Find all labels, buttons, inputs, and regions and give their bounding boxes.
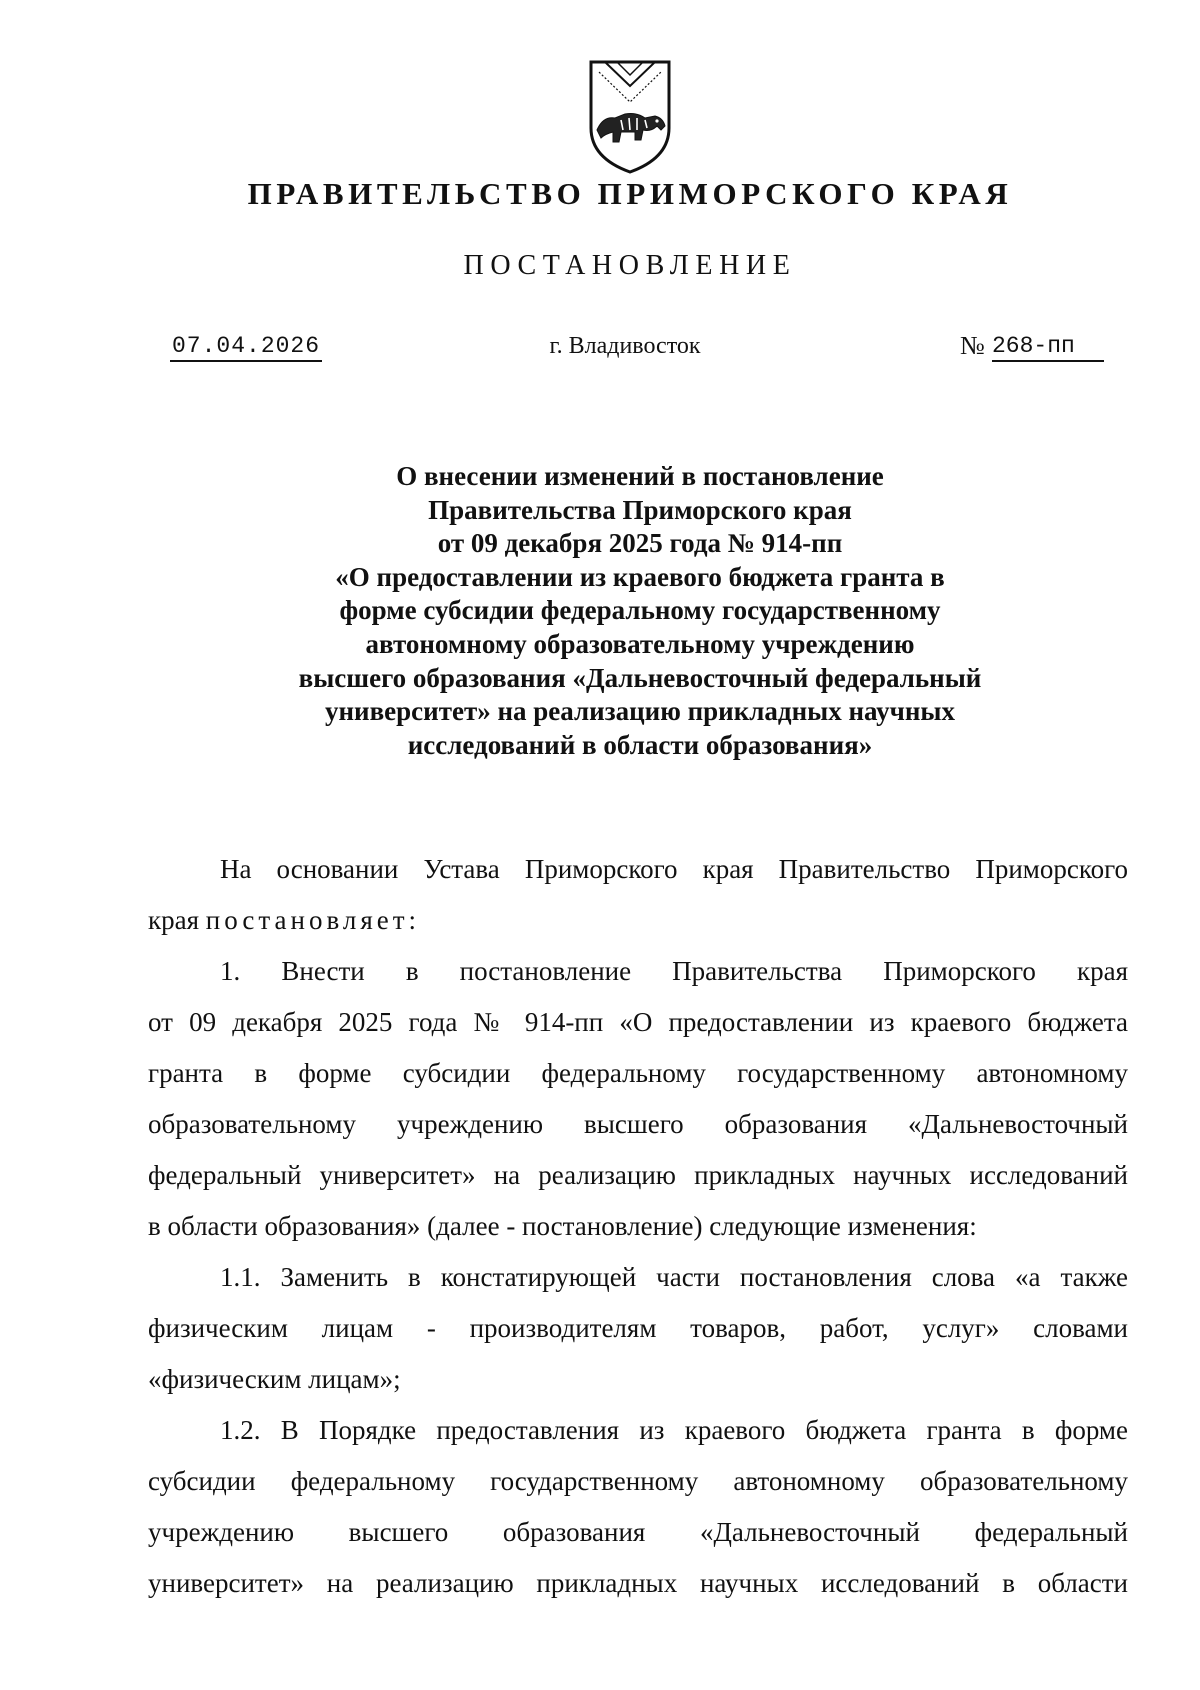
document-body (148, 844, 1128, 1609)
body-line: учреждению высшего образования «Дальневосточный федеральный (148, 1517, 1128, 1547)
body-text: : (408, 905, 417, 935)
body-line: субсидии федеральному государственному автономному образовательному (148, 1466, 1128, 1496)
body-line: от 09 декабря 2025 года № 914-пп «О предоставлении из краевого бюджета (148, 1007, 1128, 1037)
body-line: физическим лицам - производителям товаров, работ, услуг» словами (148, 1313, 1128, 1343)
body-line: гранта в форме субсидии федеральному государственному автономному (148, 1058, 1128, 1088)
heading-line: высшего образования «Дальневосточный федеральный (298, 662, 982, 693)
paragraph-item-1-2 (148, 1405, 1128, 1609)
number-sign: № (960, 331, 985, 360)
heading-line: автономному образовательному учреждению (365, 628, 915, 659)
paragraph-preamble (148, 844, 1128, 946)
body-line: На основании Устава Приморского края Правительство Приморского (220, 854, 1128, 884)
body-line: образовательному учреждению высшего образования «Дальневосточный (148, 1109, 1128, 1139)
body-text: края (148, 905, 206, 935)
heading-line: Правительства Приморского края (428, 494, 852, 525)
body-line: 1.1. Заменить в констатирующей части постановления слова «а также (220, 1262, 1128, 1292)
body-line: 1.2. В Порядке предоставления из краевого бюджета гранта в форме (220, 1415, 1128, 1445)
body-line: федеральный университет» на реализацию прикладных научных исследований (148, 1160, 1128, 1190)
heading-line: форме субсидии федеральному государственному (339, 595, 941, 626)
body-line: университет» на реализацию прикладных научных исследований в области (148, 1568, 1128, 1598)
paragraph-item-1-1 (148, 1252, 1128, 1405)
body-line: в области образования» (далее - постановление) следующие изменения: (148, 1211, 977, 1241)
heading-line: О внесении изменений в постановление (396, 461, 884, 491)
organization-title: ПРАВИТЕЛЬСТВО ПРИМОРСКОГО КРАЯ (247, 176, 1013, 211)
document-city: г. Владивосток (549, 333, 701, 359)
body-line: 1. Внести в постановление Правительства Приморского края (220, 956, 1128, 986)
document-number: 268-пп (992, 333, 1104, 362)
heading-line: университет» на реализацию прикладных научных (324, 696, 956, 727)
heading-line: исследований в области образования» (407, 729, 873, 760)
heading-line: «О предоставлении из краевого бюджета гранта в (335, 561, 945, 592)
document-type: ПОСТАНОВЛЕНИЕ (463, 250, 797, 281)
body-line: «физическим лицам»; (148, 1364, 401, 1394)
coat-of-arms-emblem (585, 58, 675, 176)
heading-line: от 09 декабря 2025 года № 914-пп (437, 528, 843, 559)
resolves-word: постановляет (205, 905, 409, 935)
document-heading (160, 460, 1120, 762)
document-date: 07.04.2026 (170, 333, 322, 362)
paragraph-item-1 (148, 946, 1128, 1252)
body-line (148, 895, 1128, 946)
